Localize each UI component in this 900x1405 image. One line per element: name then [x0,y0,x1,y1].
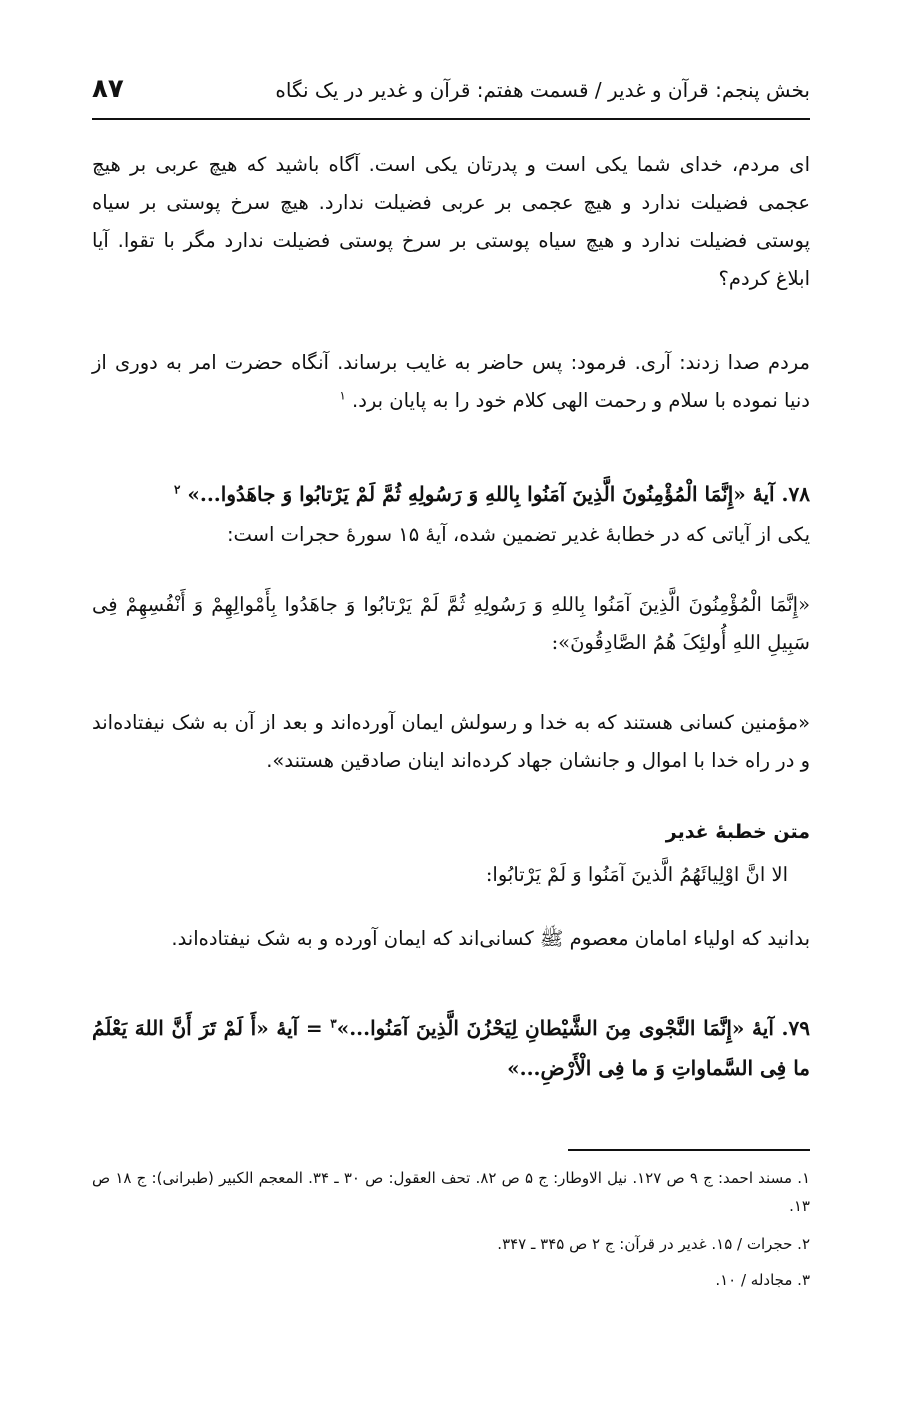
paragraph-1 [92,146,810,298]
paragraph-2 [92,344,810,420]
quranic-quote [92,586,810,662]
heading-78-text: ۷۸. آیهٔ «إِنَّمَا الْمُؤْمِنُونَ الَّذِینَ آمَنُوا بِاللهِ وَ رَسُولِهِ ثُمَّ لَمْ یَرْتابُوا وَ جاهَدُوا...» [187,482,810,506]
footnote-1: ۱. مسند احمد: ج ۹ ص ۱۲۷. نیل الاوطار: ج ۵ ص ۸۲. تحف العقول: ص ۳۰ ـ ۳۴. المعجم الکبیر (طبرانی): ج ۱۸ ص ۱۳. [92,1169,811,1215]
footnote-ref-2: ۲ [173,482,181,497]
sermon-subheading [92,814,810,850]
footnote-ref-3: ۳ [330,1016,337,1031]
footnote-3: ۳. مجادله / ۱۰. [715,1271,810,1289]
sermon-line [92,856,810,894]
heading-79 [92,1008,810,1088]
header-title: بخش پنجم: قرآن و غدیر / قسمت هفتم: قرآن و غدیر در یک نگاه [275,78,810,102]
footnote-rule [568,1149,810,1151]
paragraph-4-text: «مؤمنین کسانی هستند که به خدا و رسولش ایمان آورده‌اند و بعد از آن به شک نیفتاده‌اند و در راه خدا با اموال و جانشان جهاد کرده‌اند اینان صادقین هستند». [92,711,810,772]
sermon-line-text: الا انَّ اوْلِیائَهُمُ الَّذینَ آمَنُوا وَ لَمْ یَرْتابُوا: [485,863,788,886]
paragraph-2-text: مردم صدا زدند: آری. فرمود: پس حاضر به غایب برساند. آنگاه حضرت امر به دوری از دنیا نموده با سلام و رحمت الهی کلام خود را به پایان برد. [92,351,810,412]
page-number: ۸۷ [92,74,124,104]
footnote-ref-1: ۱ [339,388,346,403]
paragraph-4 [92,704,810,780]
paragraph-3-text: یکی از آیاتی که در خطابهٔ غدیر تضمین شده، آیهٔ ۱۵ سورهٔ حجرات است: [226,523,810,546]
paragraph-3 [92,516,810,554]
heading-78 [92,474,810,514]
footnote-2: ۲. حجرات / ۱۵. غدیر در قرآن: ج ۲ ص ۳۴۵ ـ ۳۴۷. [497,1235,810,1253]
sermon-subheading-text: متن خطبهٔ غدیر [665,821,810,843]
header-rule [92,118,810,120]
quranic-quote-text: «إِنَّمَا الْمُؤْمِنُونَ الَّذِینَ آمَنُوا بِاللهِ وَ رَسُولِهِ ثُمَّ لَمْ یَرْتابُوا وَ جاهَدُوا بِأَمْوالِهِمْ وَ أَنْفُسِهِمْ فِی سَبِیلِ اللهِ أُولئِکَ هُمُ الصَّادِقُونَ»: [92,593,810,654]
heading-79-part-1: ۷۹. آیهٔ «إِنَّمَا النَّجْوی مِنَ الشَّیْطانِ لِیَحْزُنَ الَّذِینَ آمَنُوا...» [336,1016,811,1040]
running-header [92,74,810,114]
heading-79-part-2: = آیهٔ «أَ لَمْ تَرَ أَنَّ اللهَ یَعْلَمُ ما فِی السَّماواتِ وَ ما فِی الْأَرْضِ...» [92,1016,810,1080]
paragraph-5-text: بدانید که اولیاء امامان معصوم ﷺ کسانی‌اند که ایمان آورده و به شک نیفتاده‌اند. [171,927,810,950]
paragraph-1-text: ای مردم، خدای شما یکی است و پدرتان یکی است. آگاه باشید که هیچ عربی بر هیچ عجمی فضیلت ندارد و هیچ عجمی بر عربی فضیلت ندارد. هیچ سرخ پوستی بر سیاه پوستی فضیلت ندارد و هیچ سیاه پوستی بر سرخ پوستی فضیلت ندارد مگر با تقوا. آیا ابلاغ کردم؟ [92,153,810,290]
paragraph-5 [92,920,810,958]
